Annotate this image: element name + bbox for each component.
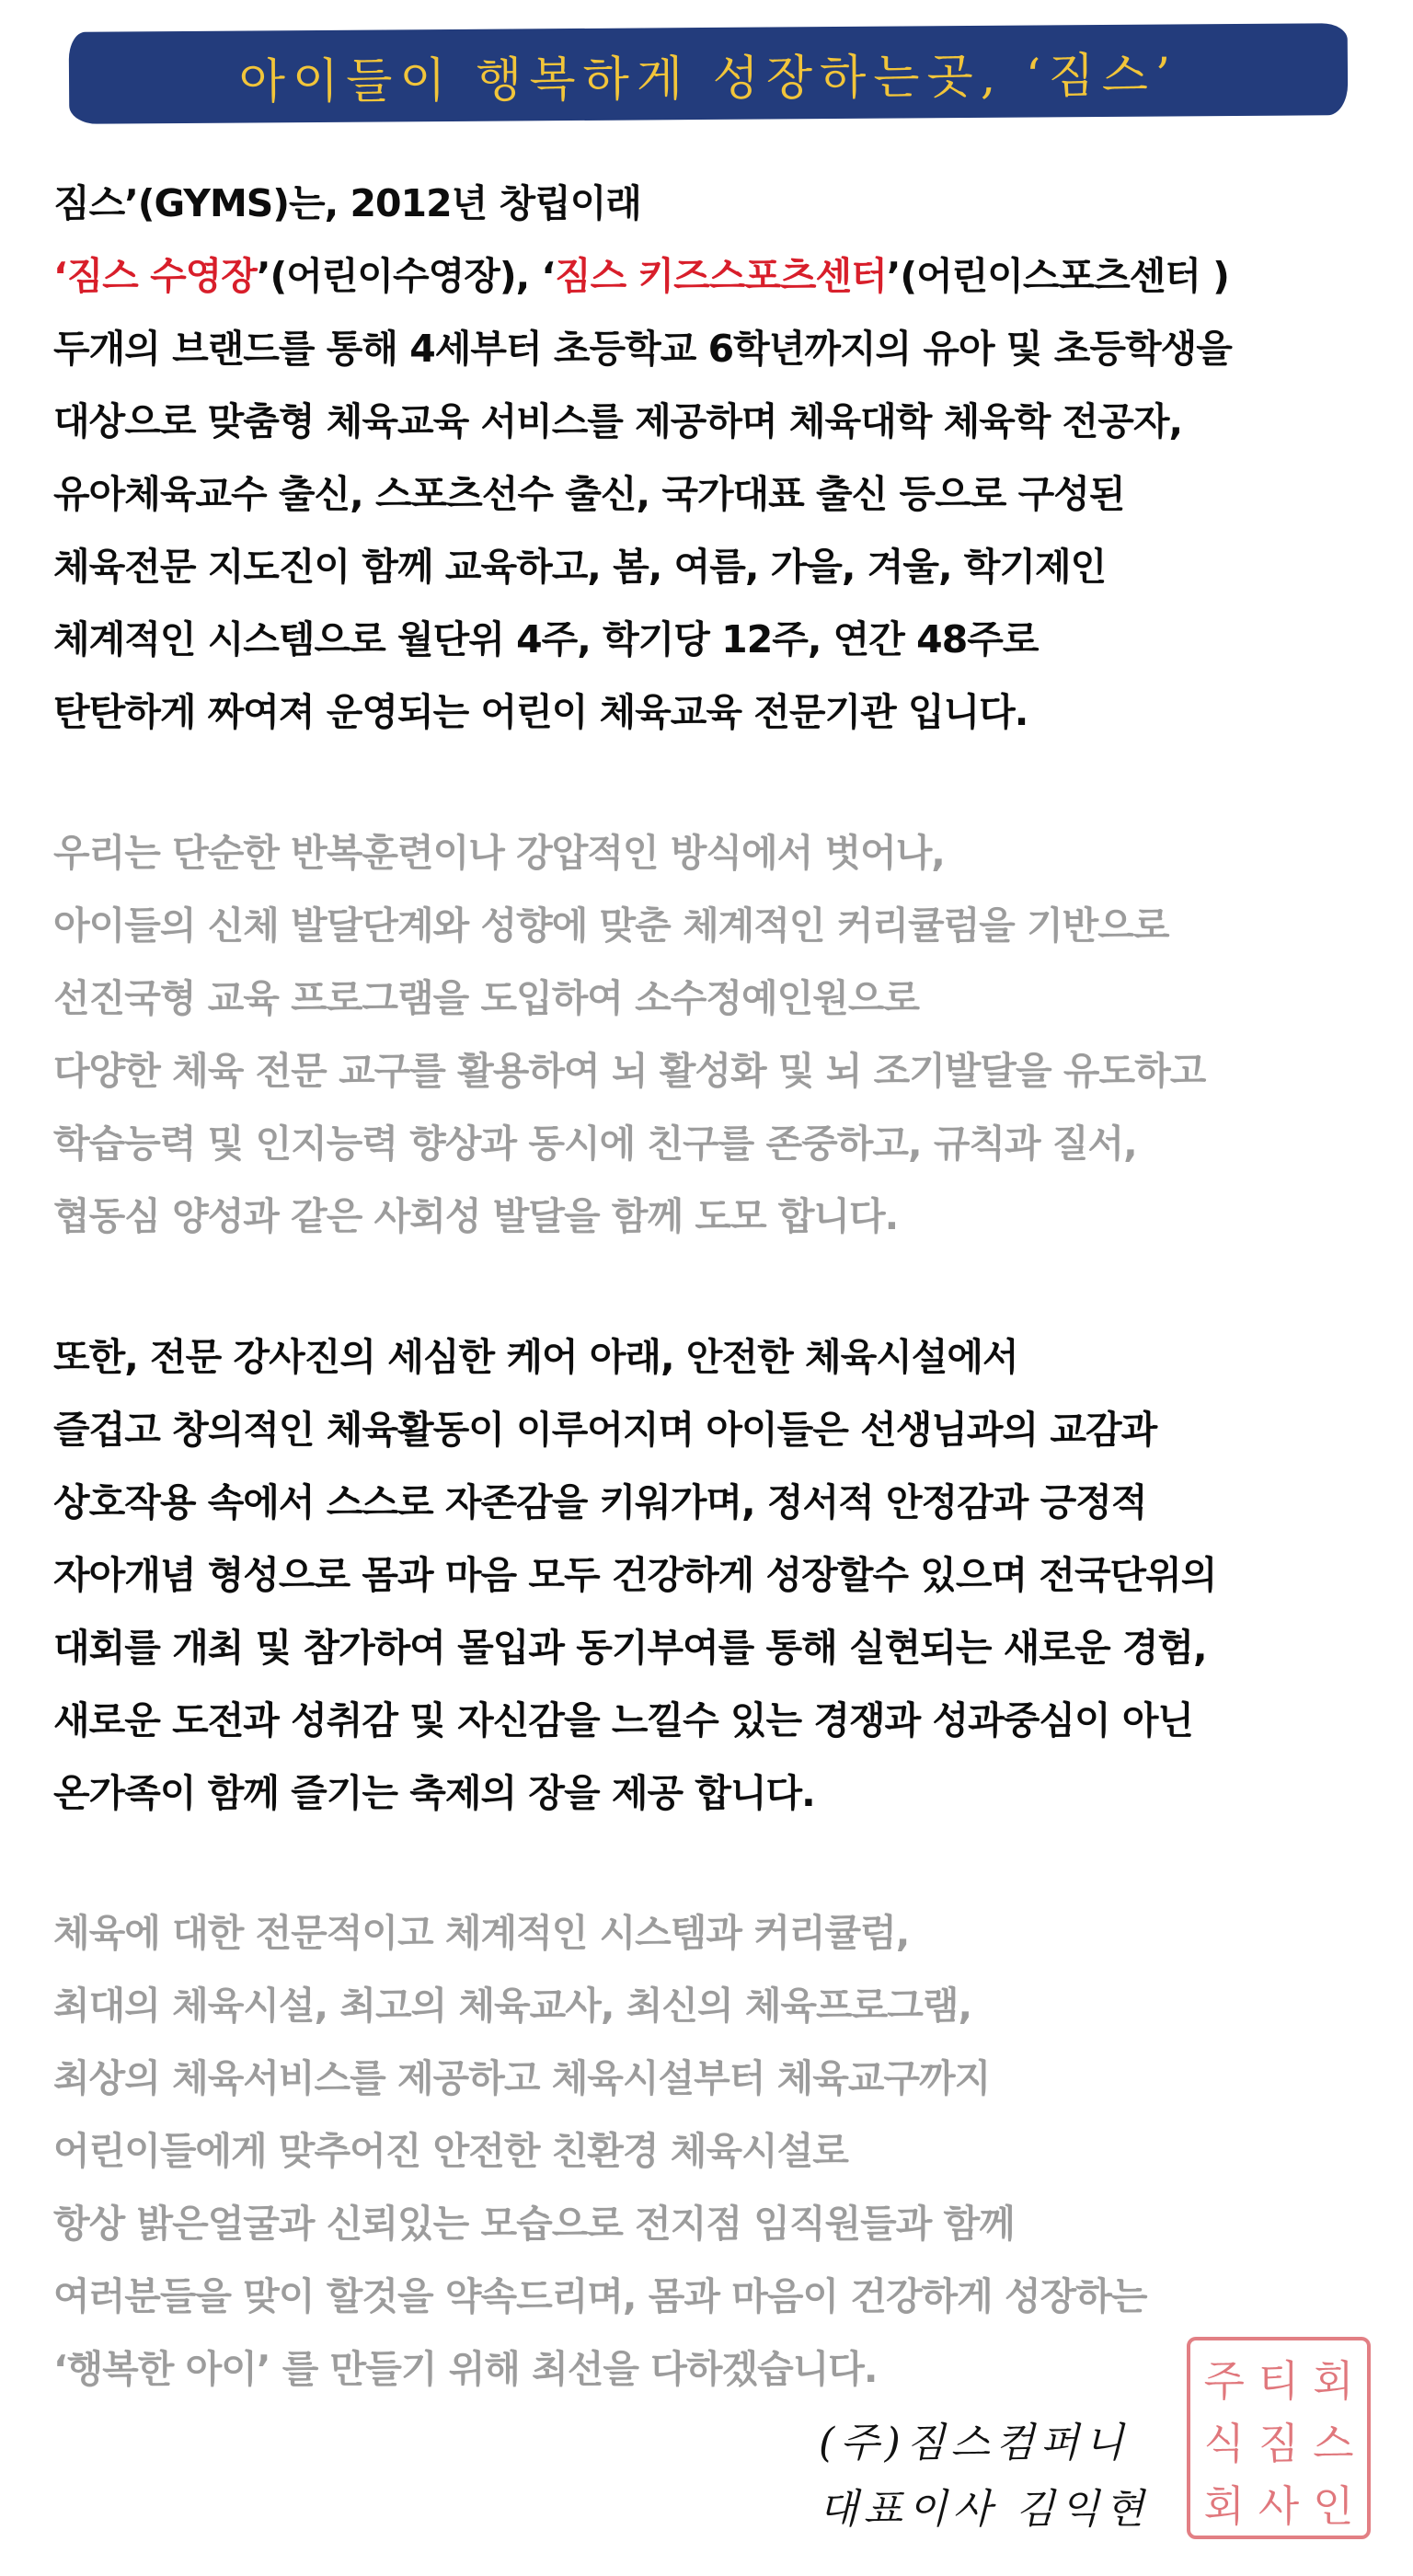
brand-kids-sports-center-desc: ’(어린이스포츠센터 ) (886, 254, 1229, 298)
seal-char: 주 (1203, 2356, 1245, 2406)
philosophy-line: 학습능력 및 인지능력 향상과 동시에 친구를 존중하고, 규칙과 질서, (53, 1121, 1137, 1166)
intro-line-3: 두개의 브랜드를 통해 4세부터 초등학교 6학년까지의 유아 및 초등학생을 (53, 327, 1232, 371)
title-banner (69, 23, 1349, 124)
promise-line: 어린이들에게 맞추어진 안전한 친환경 체육시설로 (53, 2129, 848, 2173)
brand-kids-sports-center: 짐스 키즈스포츠센터 (555, 254, 887, 298)
experience-line: 즐겁고 창의적인 체육활동이 이루어지며 아이들은 선생님과의 교감과 (53, 1408, 1157, 1452)
philosophy-line: 우리는 단순한 반복훈련이나 강압적인 방식에서 벗어나, (53, 831, 945, 875)
intro-line-5: 유아체육교수 출신, 스포츠선수 출신, 국가대표 출신 등으로 구성된 (53, 472, 1125, 516)
philosophy-paragraph (53, 817, 1378, 1253)
seal-char: 회 (1313, 2356, 1354, 2406)
ceo-name: 대표이사 김익현 (819, 2486, 1150, 2533)
philosophy-line: 다양한 체육 전문 교구를 활용하여 뇌 활성화 및 뇌 조기발달을 유도하고 (53, 1049, 1206, 1093)
promise-line: 최대의 체육시설, 최고의 체육교사, 최신의 체육프로그램, (53, 1984, 972, 2028)
brand-swimming-pool: 짐스 수영장 (66, 254, 257, 298)
experience-line: 대회를 개최 및 참가하여 몰입과 동기부여를 통해 실현되는 새로운 경험, (53, 1626, 1207, 1670)
promise-line: ‘행복한 아이’ 를 만들기 위해 최선을 다하겠습니다. (53, 2347, 878, 2391)
seal-char: 회 (1203, 2481, 1245, 2531)
quote-open: ‘ (53, 254, 67, 298)
experience-line: 상호작용 속에서 스스로 자존감을 키워가며, 정서적 안정감과 긍정적 (53, 1480, 1147, 1524)
seal-char: 스 (1313, 2419, 1354, 2468)
promise-line: 여러분들을 맞이 할것을 약속드리며, 몸과 마음이 건강하게 성장하는 (53, 2274, 1147, 2318)
brand-swimming-pool-desc: ’(어린이수영장), ‘ (256, 254, 556, 298)
signature-block (819, 2410, 1150, 2543)
experience-line: 자아개념 형성으로 몸과 마음 모두 건강하게 성장할수 있으며 전국단위의 (53, 1553, 1217, 1597)
experience-paragraph (53, 1321, 1378, 1830)
seal-char: 식 (1203, 2419, 1245, 2468)
seal-char: 사 (1258, 2481, 1300, 2531)
philosophy-line: 선진국형 교육 프로그램을 도입하여 소수정예인원으로 (53, 976, 920, 1020)
intro-line-4: 대상으로 맞춤형 체육교육 서비스를 제공하며 체육대학 체육학 전공자, (53, 399, 1183, 443)
promise-line: 최상의 체육서비스를 제공하고 체육시설부터 체육교구까지 (53, 2056, 991, 2100)
company-seal-stamp (1187, 2337, 1371, 2539)
philosophy-line: 협동심 양성과 같은 사회성 발달을 함께 도모 합니다. (53, 1194, 899, 1238)
experience-line: 새로운 도전과 성취감 및 자신감을 느낄수 있는 경쟁과 성과중심이 아닌 (53, 1698, 1194, 1742)
intro-line-6: 체육전문 지도진이 함께 교육하고, 봄, 여름, 가을, 겨울, 학기제인 (53, 545, 1107, 589)
seal-char: 짐 (1258, 2419, 1300, 2468)
promise-line: 체육에 대한 전문적이고 체계적인 시스템과 커리큘럼, (53, 1911, 910, 1955)
philosophy-line: 아이들의 신체 발달단계와 성향에 맞춘 체계적인 커리큘럼을 기반으로 (53, 903, 1169, 948)
intro-paragraph (53, 167, 1378, 749)
banner-title: 아이들이 행복하게 성장하는곳, ‘짐스’ (238, 47, 1178, 110)
intro-line-8: 탄탄하게 짜여져 운영되는 어린이 체육교육 전문기관 입니다. (53, 690, 1028, 734)
seal-char: 인 (1313, 2481, 1354, 2531)
experience-line: 온가족이 함께 즐기는 축제의 장을 제공 합니다. (53, 1771, 815, 1815)
intro-line-7: 체계적인 시스템으로 월단위 4주, 학기당 12주, 연간 48주로 (53, 617, 1039, 661)
promise-line: 항상 밝은얼굴과 신뢰있는 모습으로 전지점 임직원들과 함께 (53, 2202, 1015, 2246)
promise-paragraph (53, 1897, 1378, 2406)
seal-char: 티 (1258, 2356, 1300, 2406)
company-name: (주)짐스컴퍼니 (819, 2420, 1130, 2467)
intro-line-1: 짐스’(GYMS)는, 2012년 창립이래 (53, 181, 641, 225)
experience-line: 또한, 전문 강사진의 세심한 케어 아래, 안전한 체육시설에서 (53, 1335, 1018, 1379)
intro-line-2 (53, 240, 1378, 313)
